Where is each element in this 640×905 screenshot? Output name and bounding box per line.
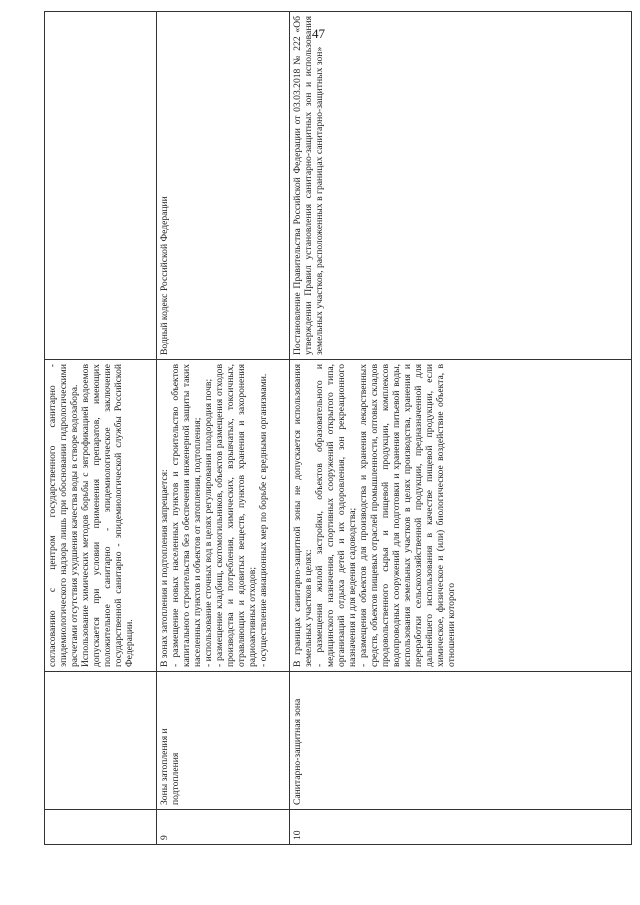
table-row (290, 12, 631, 844)
restriction-paragraph: - размещение новых населенных пунктов и строительство объектов капитального строительства без обеспечения инженерной защиты таких населенных пунктов и объектов от затопления, подтопления; (170, 364, 203, 667)
legal-document: Водный кодекс Российской Федерации (159, 196, 170, 355)
zone-name (45, 671, 156, 809)
legal-document: Постановление Правительства Российской Федерации от 03.03.2018 № 222 «Об утверждении Правил установления санитарно-защитных зон и использования земельных участков, расположенных в границах санитарно-защитных зон» (292, 16, 325, 355)
page-number: 47 (312, 26, 325, 41)
restriction-paragraph: В зонах затопления и подтопления запрещается: (159, 469, 170, 667)
restrictions-text (157, 359, 289, 671)
restriction-paragraph: Использование химических методов борьбы с эвтрофикацией водоемов допускается при условии применения препаратов, имеющих положительное санитарно - эпидемиологическое заключение государственной санитарно - эпидемиологической службы Российской Федерации. (80, 364, 135, 667)
table-row (45, 12, 157, 844)
zone-name: Санитарно-защитная зона (290, 671, 631, 809)
row-number: 10 (290, 809, 631, 844)
restriction-paragraph: - размещение кладбищ, скотомогильников, объектов размещения отходов производства и потребления, химических, взрывчатых, токсичных, отравляющих и ядовитых веществ, пунктов хранения и захоронения радиоактивных отходов; (214, 364, 258, 667)
row-number (45, 809, 156, 844)
restriction-paragraph: - осуществление авиационных мер по борьбе с вредными организмами. (258, 373, 269, 667)
restriction-paragraph: - использование сточных вод в целях регулирования плодородия почв; (203, 378, 214, 667)
restriction-paragraph: - размещения объектов для производства и хранения лекарственных средств, объектов пищевых отраслей промышленности, оптовых складов продовольственного сырья и пищевой продукции, комплексов водопроводных сооружений для подготовки и хранения питьевой воды, использования земельных участков в целях производства, хранения и переработки сельскохозяйственной продукции, предназначенной для дальнейшего использования в качестве пищевой продукции, если химическое, физическое и (или) биологическое воздействие объекта, в отношении которого (358, 364, 457, 667)
row-number: 9 (157, 809, 289, 844)
restrictions-text (290, 359, 631, 671)
restrictions-table (44, 11, 632, 845)
table-row (157, 12, 290, 844)
restrictions-text (45, 359, 156, 671)
zone-name: Зоны затопления и подтопления (157, 671, 289, 809)
rotated-page-content (44, 11, 632, 845)
restriction-paragraph: В границах санитарно-защитной зоны не допускается использования земельных участков в целях: (292, 364, 314, 667)
legal-document (45, 12, 156, 359)
restriction-paragraph: согласованию с центром государственного санитарно - эпидемиологического надзора лишь при обосновании гидрологическими расчетами отсутствия ухудшения качества воды в створе водозабора. (47, 364, 80, 667)
restriction-paragraph: - размещения жилой застройки, объектов образовательного и медицинского назначения, спортивных сооружений открытого типа, организаций отдыха детей и их оздоровления, зон рекреационного назначения и для ведения садоводства; (314, 364, 358, 667)
